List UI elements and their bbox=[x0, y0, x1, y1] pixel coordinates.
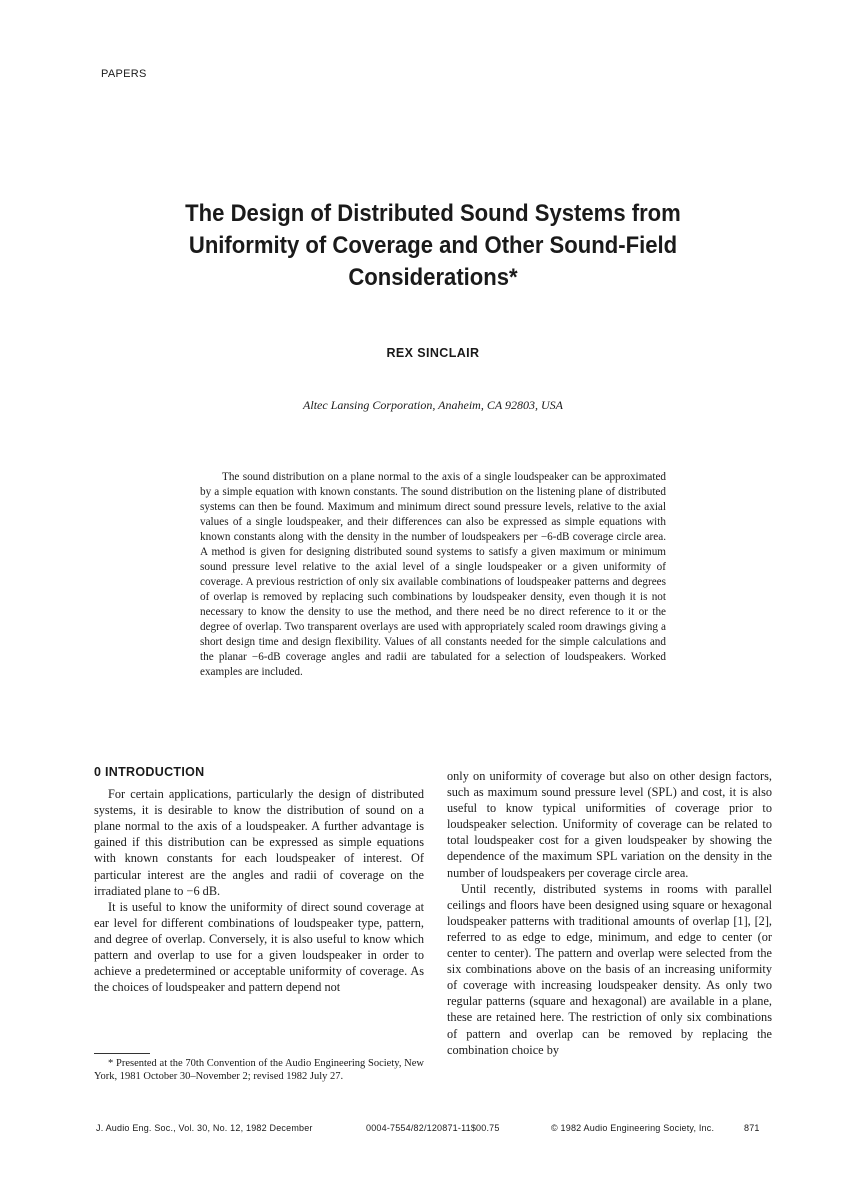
page-number: 871 bbox=[744, 1123, 760, 1133]
body-paragraph: It is useful to know the uniformity of direct sound coverage at ear level for different combinations of loudspeaker type, pattern, and degree of overlap. Conversely, it is also useful to know which pattern and overlap to use for a given loudspeaker in order to achieve a predetermined or acceptable uniformity of coverage. As the choices of loudspeaker and pattern depend not bbox=[94, 899, 424, 995]
body-paragraph: Until recently, distributed systems in rooms with parallel ceilings and floors have been designed using square or hexagonal loudspeaker patterns with traditional amounts of overlap [1], [2], referred to as edge to edge, minimum, and edge to center (or center to center). The pattern and overlap were selected from the six combinations above on the basis of an increasing uniformity of coverage with increasing loudspeaker density. As only two regular patterns (square and hexagonal) are available in a plane, these are retained here. The restriction of only six combinations of pattern and overlap can be removed by replacing the combination choice by bbox=[447, 881, 772, 1057]
abstract: The sound distribution on a plane normal to the axis of a single loudspeaker can be approximated by a simple equation with known constants. The sound distribution on the listening plane of distributed systems can then be found. Maximum and minimum direct sound pressure levels, relative to the axial values of a single loudspeaker, and their differences can also be expressed as simple equations with known constants along with the density in the number of loudspeakers per −6-dB coverage circle area. A method is given for designing distributed sound systems to satisfy a given maximum or minimum sound pressure level relative to the axial level of a single loudspeaker or a given uniformity of coverage. A previous restriction of only six available combinations of loudspeaker patterns and degrees of overlap is removed by replacing such combinations by loudspeaker density, even though it is not necessary to know the density to use the method, and there need be no direct reference to it or the degree of overlap. Two transparent overlays are used with appropriately scaled room drawings giving a short design time and design flexibility. Values of all constants needed for the simple calculations and the planar −6-dB coverage angles and radii are tabulated for a selection of loudspeakers. Worked examples are included. bbox=[200, 471, 666, 678]
right-column bbox=[447, 768, 772, 1058]
footer-copyright: © 1982 Audio Engineering Society, Inc. bbox=[551, 1123, 715, 1133]
body-paragraph: only on uniformity of coverage but also on other design factors, such as maximum sound pressure level (SPL) and cost, it is also useful to know typical uniformities of coverage prior to loudspeaker selection. Uniformity of coverage can be related to total loudspeaker cost for a given loudspeaker by showing the dependence of the maximum SPL variation on the density in the number of loudspeakers per coverage circle area. bbox=[447, 769, 772, 880]
body-paragraph: For certain applications, particularly the design of distributed systems, it is desirable to know the distribution of sound on a plane normal to the axis of a loudspeaker. A further advantage is gained if this distribution can be expressed as simple equations with known constants for each loudspeaker of interest. Of particular interest are the angles and radii of coverage on the irradiated plane to −6 dB. bbox=[94, 787, 424, 898]
paper-title: The Design of Distributed Sound Systems from Uniformity of Coverage and Other Sound-Field Considerations* bbox=[185, 200, 681, 291]
section-heading: 0 INTRODUCTION bbox=[94, 765, 205, 779]
footer-journal: J. Audio Eng. Soc., Vol. 30, No. 12, 1982 December bbox=[96, 1123, 313, 1133]
running-header: PAPERS bbox=[101, 68, 147, 80]
footnote: * Presented at the 70th Convention of the Audio Engineering Society, New York, 1981 October 30–November 2; revised 1982 July 27. bbox=[94, 1058, 424, 1082]
footnote-rule bbox=[94, 1053, 150, 1054]
left-column bbox=[94, 764, 424, 995]
author-name: REX SINCLAIR bbox=[386, 346, 480, 360]
author-affiliation: Altec Lansing Corporation, Anaheim, CA 92803, USA bbox=[303, 398, 563, 412]
footer-code: 0004-7554/82/120871-11$00.75 bbox=[366, 1123, 500, 1133]
